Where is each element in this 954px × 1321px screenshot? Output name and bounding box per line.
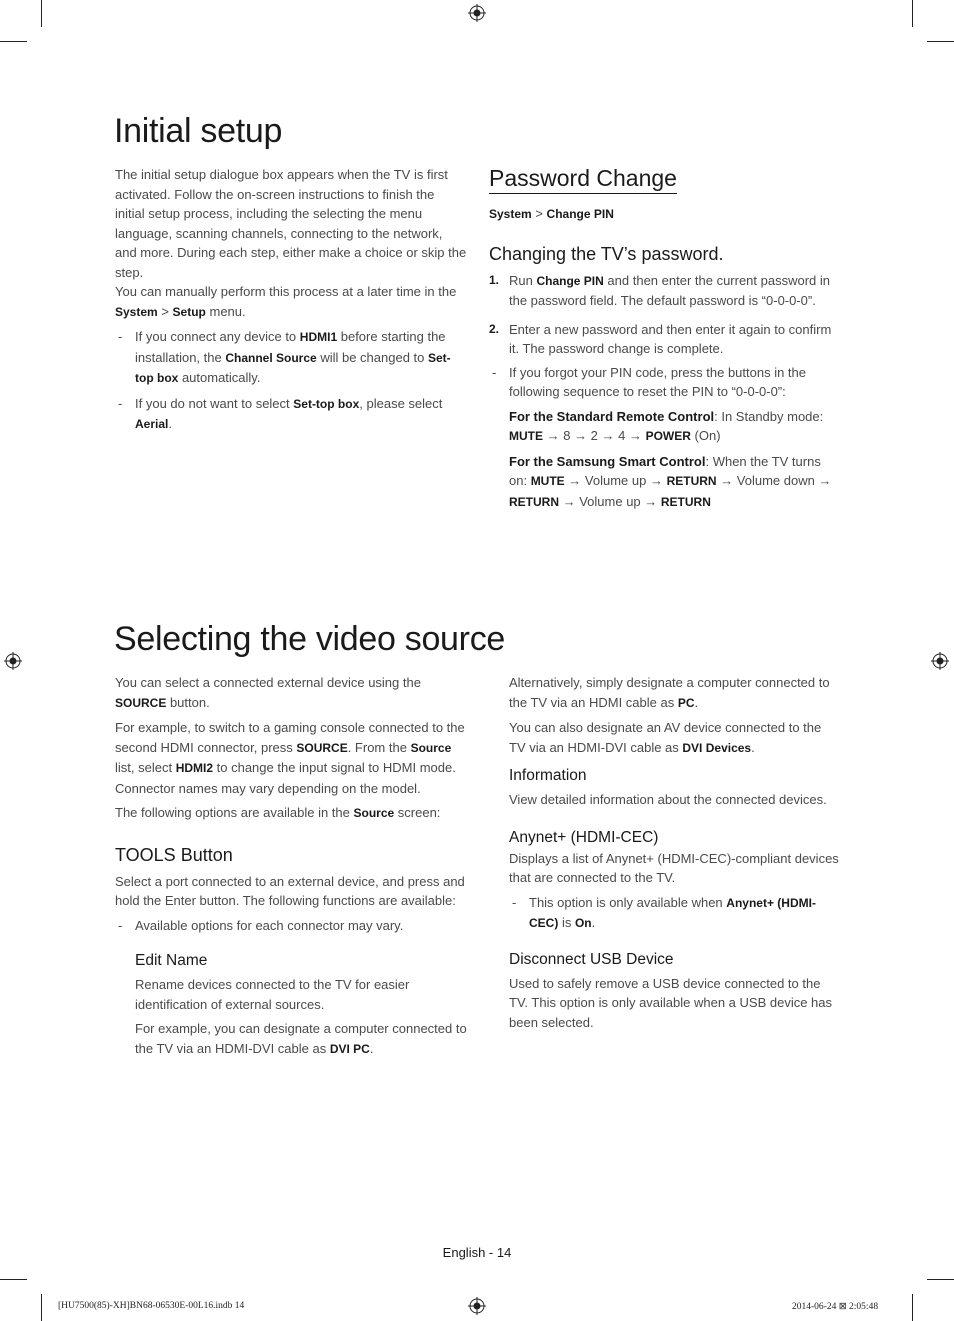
forgot-pin-note: - If you forgot your PIN code, press the buttons in the following sequence to reset the PIN to “0-0-0-0”: <box>489 363 835 402</box>
registration-mark-icon <box>468 4 486 22</box>
source-intro: You can select a connected external device using the SOURCE button. <box>115 675 421 710</box>
disconnect-usb-heading: Disconnect USB Device <box>509 950 674 968</box>
initial-setup-column <box>115 165 467 440</box>
registration-mark-icon <box>468 1297 486 1315</box>
password-change-column <box>489 204 835 512</box>
smart-control-sequence: For the Samsung Smart Control: When the TV turns on: MUTE → Volume up → RETURN → Volume down → RETURN → Volume up → RETURN <box>509 453 832 509</box>
changing-password-heading: Changing the TV’s password. <box>489 243 724 264</box>
hdmi1-note: - If you connect any device to HDMI1 before starting the installation, the Channel Source will be changed to Set-top box automatically. <box>115 327 467 389</box>
page-number: English - 14 <box>442 1245 512 1260</box>
video-source-left-column <box>115 673 467 1064</box>
tools-button-heading: TOOLS Button <box>115 844 233 865</box>
dvi-designation: You can also designate an AV device connected to the TV via an HDMI-DVI cable as DVI Devices. <box>509 720 822 755</box>
registration-mark-icon <box>4 652 22 670</box>
tools-note: - Available options for each connector may vary. <box>115 916 467 936</box>
crop-mark <box>41 0 42 27</box>
disconnect-usb-description: Used to safely remove a USB device connected to the TV. This option is only available when a USB device has been selected. <box>509 975 833 1030</box>
anynet-description: Displays a list of Anynet+ (HDMI-CEC)-compliant devices that are connected to the TV. <box>509 850 839 885</box>
initial-setup-manual-note: You can manually perform this process at a later time in the System > Setup menu. <box>115 284 457 319</box>
edit-name-example: For example, you can designate a computer connected to the TV via an HDMI-DVI cable as DVI PC. <box>135 1021 467 1056</box>
information-heading: Information <box>509 767 587 784</box>
crop-mark <box>0 1279 27 1280</box>
password-change-title: Password Change <box>489 164 677 194</box>
crop-mark <box>41 1294 42 1321</box>
step-2: 2. Enter a new password and then enter it again to confirm it. The password change is complete. <box>489 321 832 356</box>
video-source-right-column <box>509 673 839 1037</box>
video-source-title: Selecting the video source <box>114 620 506 658</box>
tools-description: Select a port connected to an external device, and press and hold the Enter button. The following functions are available: <box>115 873 465 908</box>
edit-name-heading: Edit Name <box>135 952 208 969</box>
source-options-intro: The following options are available in the Source screen: <box>115 805 441 820</box>
initial-setup-intro: The initial setup dialogue box appears when the TV is first activated. Follow the on-screen instructions to finish the initial setup process, including the selecting the menu language, scanning channels, connecting to the network, and more. During each step, either make a choice or skip the step. <box>115 167 467 280</box>
information-description: View detailed information about the connected devices. <box>509 792 827 807</box>
print-timestamp: 2014-06-24 ⊠ 2:05:48 <box>792 1302 879 1312</box>
edit-name-description: Rename devices connected to the TV for easier identification of external sources. <box>135 977 410 1012</box>
standard-remote-sequence: For the Standard Remote Control: In Standby mode: MUTE → 8 → 2 → 4 → POWER (On) <box>509 408 824 443</box>
step-1: 1. Run Change PIN and then enter the current password in the password field. The default password is “0-0-0-0”. <box>489 272 831 308</box>
crop-mark <box>0 41 27 42</box>
crop-mark <box>912 0 913 27</box>
initial-setup-title: Initial setup <box>114 112 283 150</box>
crop-mark <box>912 1294 913 1321</box>
source-example: For example, to switch to a gaming console connected to the second HDMI connector, press SOURCE. From the Source list, select HDMI2 to change the input signal to HDMI mode. Connector names may vary depending on the model. <box>115 720 465 796</box>
anynet-heading: Anynet+ (HDMI-CEC) <box>509 828 659 846</box>
menu-path: System > Change PIN <box>489 206 614 221</box>
crop-mark <box>927 41 954 42</box>
anynet-note: - This option is only available when Anynet+ (HDMI-CEC) is On. <box>509 893 839 934</box>
aerial-note: - If you do not want to select Set-top box, please select Aerial. <box>115 394 467 435</box>
file-info: [HU7500(85)-XH]BN68-06530E-00L16.indb 14 <box>58 1301 245 1311</box>
pc-designation: Alternatively, simply designate a computer connected to the TV via an HDMI cable as PC. <box>509 675 830 710</box>
crop-mark <box>927 1279 954 1280</box>
registration-mark-icon <box>931 652 949 670</box>
